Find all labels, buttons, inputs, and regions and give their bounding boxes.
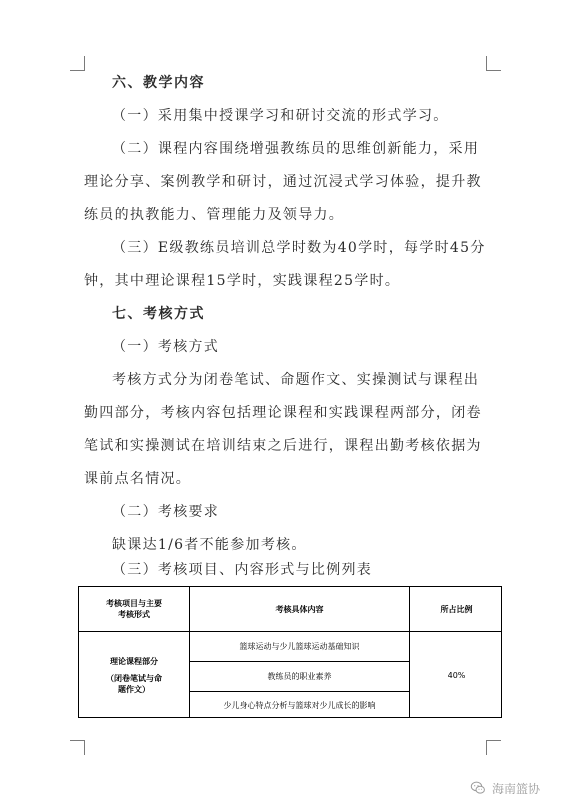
section-heading-teaching-content: 六、教学内容 xyxy=(112,75,205,91)
wechat-watermark xyxy=(470,778,568,798)
paragraph-line: 笔试和实操测试在培训结束之后进行，课程出勤考核依据为 xyxy=(84,438,482,454)
table-header-text: 考核形式 xyxy=(118,610,150,619)
paragraph-line: （一）采用集中授课学习和研讨交流的形式学习。 xyxy=(112,108,449,124)
assessment-table xyxy=(78,586,502,718)
watermark-text: 海南篮协 xyxy=(492,781,541,796)
table-cell-theory-part xyxy=(79,632,189,719)
section-heading-assessment-method: 七、考核方式 xyxy=(112,306,205,322)
table-header-text: 考核项目与主要 xyxy=(106,599,162,608)
table-cell-content-item: 少儿身心特点分析与篮球对少儿成长的影响 xyxy=(223,701,376,710)
table-header-content: 考核具体内容 xyxy=(275,604,324,614)
table-cell-content-item: 教练员的职业素养 xyxy=(267,672,332,681)
table-header-ratio: 所占比例 xyxy=(440,604,473,614)
paragraph-line: （二）课程内容围绕增强教练员的思维创新能力，采用 xyxy=(112,141,480,157)
table-cell-content-item: 篮球运动与少儿篮球运动基础知识 xyxy=(239,642,360,651)
table-caption: （三）考核项目、内容形式与比例列表 xyxy=(112,562,373,578)
paragraph-line: 考核方式分为闭卷笔试、命题作文、实操测试与课程出 xyxy=(112,372,480,388)
table-cell-ratio: 40% xyxy=(447,671,466,680)
table-header-assessment-item xyxy=(79,587,189,631)
paragraph-line: 勤四部分，考核内容包括理论课程和实践课程两部分，闭卷 xyxy=(84,405,482,421)
crop-mark-bottom-right xyxy=(486,740,501,755)
crop-mark-top-left xyxy=(70,56,85,71)
wechat-icon xyxy=(470,780,486,796)
paragraph-line: 缺课达1/6者不能参加考核。 xyxy=(112,537,307,553)
paragraph-line: 练员的执教能力、管理能力及领导力。 xyxy=(84,207,345,223)
paragraph-line: （一）考核方式 xyxy=(112,339,220,355)
paragraph-line: 理论分享、案例教学和研讨，通过沉浸式学习体验，提升教 xyxy=(84,174,482,190)
crop-mark-bottom-left xyxy=(70,740,85,755)
table-cell-text: 题作文） xyxy=(118,685,150,694)
paragraph-line: （三）E级教练员培训总学时数为40学时，每学时45分 xyxy=(112,240,486,256)
table-cell-text: 理论课程部分 xyxy=(110,657,158,666)
paragraph-line: （二）考核要求 xyxy=(112,504,220,520)
table-cell-text: （闭卷笔试与命 xyxy=(106,674,162,683)
crop-mark-top-right xyxy=(486,56,501,71)
paragraph-line: 钟，其中理论课程15学时，实践课程25学时。 xyxy=(84,273,401,289)
paragraph-line: 课前点名情况。 xyxy=(84,471,192,487)
